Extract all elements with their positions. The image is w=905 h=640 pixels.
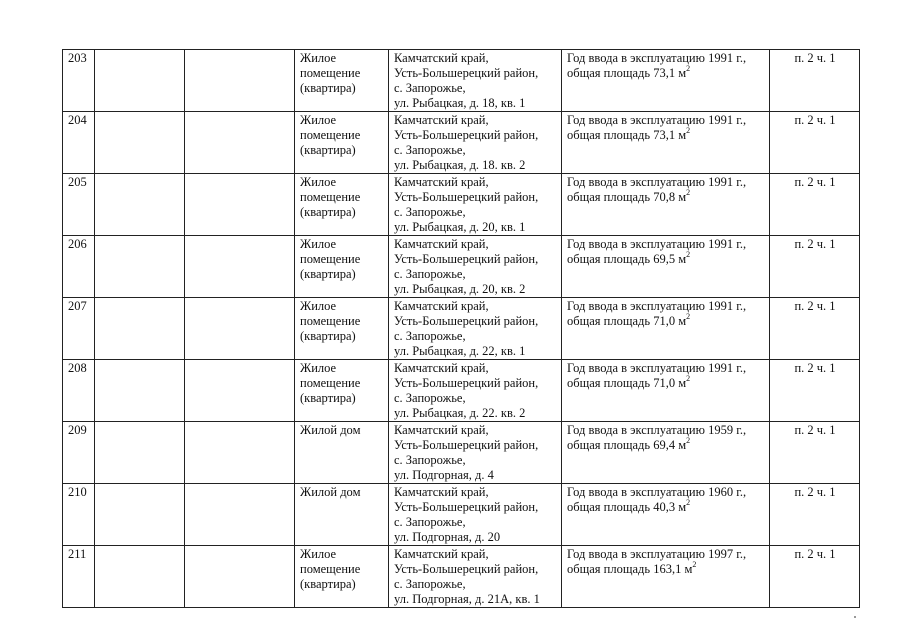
row-number-cell: 203	[63, 50, 95, 112]
legal-basis-cell: п. 2 ч. 1	[770, 422, 860, 484]
table-row	[63, 484, 860, 546]
address-line: ул. Рыбацкая, д. 22, кв. 1	[394, 344, 526, 358]
address-line: Усть-Большерецкий район,	[394, 314, 539, 328]
square-meter-superscript: 2	[686, 373, 691, 383]
object-type-cell	[295, 546, 389, 608]
total-area-line	[567, 63, 765, 81]
square-meter-superscript: 2	[686, 435, 691, 445]
object-type-line: (квартира)	[300, 205, 356, 219]
empty-cell	[185, 174, 295, 236]
total-area-line	[567, 559, 765, 577]
address-line: ул. Рыбацкая, д. 18, кв. 1	[394, 96, 526, 110]
object-type-line: Жилое	[300, 175, 337, 189]
table-row	[63, 298, 860, 360]
commissioning-year-line: Год ввода в эксплуатацию 1991 г.,	[567, 237, 747, 251]
description-cell	[562, 112, 770, 174]
total-area-text: общая площадь 71,0 м	[567, 314, 687, 328]
total-area-text: общая площадь 73,1 м	[567, 66, 687, 80]
address-cell	[389, 50, 562, 112]
square-meter-superscript: 2	[686, 249, 691, 259]
address-line: ул. Рыбацкая, д. 22. кв. 2	[394, 406, 526, 420]
object-type-cell	[295, 50, 389, 112]
address-line: Камчатский край,	[394, 423, 489, 437]
object-type-cell	[295, 236, 389, 298]
object-type-cell	[295, 174, 389, 236]
object-type-cell	[295, 360, 389, 422]
square-meter-superscript: 2	[686, 125, 691, 135]
object-type-cell	[295, 484, 389, 546]
commissioning-year-line: Год ввода в эксплуатацию 1991 г.,	[567, 51, 747, 65]
table-row	[63, 112, 860, 174]
legal-basis-cell: п. 2 ч. 1	[770, 298, 860, 360]
total-area-line	[567, 435, 765, 453]
object-type-line: помещение	[300, 128, 361, 142]
address-line: с. Запорожье,	[394, 329, 466, 343]
legal-basis-cell: п. 2 ч. 1	[770, 360, 860, 422]
empty-cell	[95, 484, 185, 546]
object-type-line: (квартира)	[300, 391, 356, 405]
address-line: с. Запорожье,	[394, 577, 466, 591]
total-area-text: общая площадь 40,3 м	[567, 500, 687, 514]
description-cell	[562, 422, 770, 484]
commissioning-year-line: Год ввода в эксплуатацию 1997 г.,	[567, 547, 747, 561]
object-type-line: (квартира)	[300, 267, 356, 281]
row-number-cell: 207	[63, 298, 95, 360]
empty-cell	[185, 236, 295, 298]
object-type-cell	[295, 298, 389, 360]
row-number-cell: 206	[63, 236, 95, 298]
total-area-line	[567, 125, 765, 143]
commissioning-year-line: Год ввода в эксплуатацию 1991 г.,	[567, 299, 747, 313]
object-type-line: (квартира)	[300, 329, 356, 343]
address-line: Камчатский край,	[394, 237, 489, 251]
table-row	[63, 174, 860, 236]
object-type-line: помещение	[300, 252, 361, 266]
commissioning-year-line: Год ввода в эксплуатацию 1991 г.,	[567, 175, 747, 189]
address-line: ул. Рыбацкая, д. 20, кв. 1	[394, 220, 526, 234]
empty-cell	[185, 298, 295, 360]
total-area-text: общая площадь 70,8 м	[567, 190, 687, 204]
legal-basis-cell: п. 2 ч. 1	[770, 112, 860, 174]
object-type-line: (квартира)	[300, 143, 356, 157]
address-line: с. Запорожье,	[394, 515, 466, 529]
empty-cell	[185, 50, 295, 112]
address-cell	[389, 112, 562, 174]
address-line: Усть-Большерецкий район,	[394, 438, 539, 452]
property-registry-table	[62, 49, 860, 608]
row-number-cell: 205	[63, 174, 95, 236]
address-line: ул. Рыбацкая, д. 18. кв. 2	[394, 158, 526, 172]
legal-basis-cell: п. 2 ч. 1	[770, 236, 860, 298]
total-area-line	[567, 249, 765, 267]
description-cell	[562, 298, 770, 360]
row-number-cell: 204	[63, 112, 95, 174]
row-number-cell: 208	[63, 360, 95, 422]
description-cell	[562, 360, 770, 422]
object-type-line: Жилой дом	[300, 485, 361, 499]
address-cell	[389, 236, 562, 298]
description-cell	[562, 546, 770, 608]
empty-cell	[95, 112, 185, 174]
empty-cell	[185, 546, 295, 608]
object-type-line: Жилое	[300, 51, 337, 65]
object-type-line: Жилое	[300, 547, 337, 561]
address-line: Усть-Большерецкий район,	[394, 190, 539, 204]
address-line: Усть-Большерецкий район,	[394, 562, 539, 576]
address-line: с. Запорожье,	[394, 267, 466, 281]
address-line: ул. Подгорная, д. 21А, кв. 1	[394, 592, 540, 606]
address-line: Камчатский край,	[394, 113, 489, 127]
address-line: Камчатский край,	[394, 485, 489, 499]
table-row	[63, 546, 860, 608]
address-line: с. Запорожье,	[394, 81, 466, 95]
empty-cell	[95, 50, 185, 112]
total-area-line	[567, 497, 765, 515]
empty-cell	[95, 422, 185, 484]
address-line: Камчатский край,	[394, 175, 489, 189]
total-area-text: общая площадь 69,5 м	[567, 252, 687, 266]
address-line: Усть-Большерецкий район,	[394, 128, 539, 142]
address-line: Усть-Большерецкий район,	[394, 252, 539, 266]
total-area-text: общая площадь 71,0 м	[567, 376, 687, 390]
row-number-cell: 210	[63, 484, 95, 546]
table-row	[63, 360, 860, 422]
address-line: с. Запорожье,	[394, 143, 466, 157]
empty-cell	[95, 360, 185, 422]
object-type-line: (квартира)	[300, 81, 356, 95]
address-cell	[389, 422, 562, 484]
address-cell	[389, 484, 562, 546]
object-type-line: Жилое	[300, 361, 337, 375]
total-area-text: общая площадь 69,4 м	[567, 438, 687, 452]
legal-basis-cell: п. 2 ч. 1	[770, 174, 860, 236]
table-row	[63, 422, 860, 484]
total-area-text: общая площадь 163,1 м	[567, 562, 693, 576]
address-line: Камчатский край,	[394, 361, 489, 375]
commissioning-year-line: Год ввода в эксплуатацию 1991 г.,	[567, 361, 747, 375]
address-line: с. Запорожье,	[394, 391, 466, 405]
legal-basis-cell: п. 2 ч. 1	[770, 50, 860, 112]
address-cell	[389, 174, 562, 236]
description-cell	[562, 236, 770, 298]
address-line: с. Запорожье,	[394, 205, 466, 219]
empty-cell	[95, 174, 185, 236]
square-meter-superscript: 2	[692, 559, 697, 569]
description-cell	[562, 50, 770, 112]
object-type-line: (квартира)	[300, 577, 356, 591]
commissioning-year-line: Год ввода в эксплуатацию 1991 г.,	[567, 113, 747, 127]
total-area-line	[567, 311, 765, 329]
empty-cell	[185, 112, 295, 174]
empty-cell	[185, 360, 295, 422]
object-type-line: помещение	[300, 190, 361, 204]
address-line: Камчатский край,	[394, 51, 489, 65]
total-area-text: общая площадь 73,1 м	[567, 128, 687, 142]
table-row	[63, 236, 860, 298]
address-cell	[389, 546, 562, 608]
square-meter-superscript: 2	[686, 497, 691, 507]
address-line: с. Запорожье,	[394, 453, 466, 467]
address-cell	[389, 298, 562, 360]
legal-basis-cell: п. 2 ч. 1	[770, 546, 860, 608]
object-type-cell	[295, 112, 389, 174]
empty-cell	[185, 484, 295, 546]
row-number-cell: 211	[63, 546, 95, 608]
object-type-line: помещение	[300, 376, 361, 390]
empty-cell	[95, 236, 185, 298]
address-line: ул. Рыбацкая, д. 20, кв. 2	[394, 282, 526, 296]
address-line: Усть-Большерецкий район,	[394, 376, 539, 390]
address-line: ул. Подгорная, д. 4	[394, 468, 494, 482]
address-line: Усть-Большерецкий район,	[394, 66, 539, 80]
object-type-line: Жилое	[300, 113, 337, 127]
table-body	[63, 50, 860, 608]
object-type-line: помещение	[300, 314, 361, 328]
empty-cell	[95, 546, 185, 608]
description-cell	[562, 174, 770, 236]
total-area-line	[567, 187, 765, 205]
legal-basis-cell: п. 2 ч. 1	[770, 484, 860, 546]
empty-cell	[95, 298, 185, 360]
commissioning-year-line: Год ввода в эксплуатацию 1959 г.,	[567, 423, 747, 437]
commissioning-year-line: Год ввода в эксплуатацию 1960 г.,	[567, 485, 747, 499]
square-meter-superscript: 2	[686, 311, 691, 321]
empty-cell	[185, 422, 295, 484]
table-row	[63, 50, 860, 112]
square-meter-superscript: 2	[686, 187, 691, 197]
total-area-line	[567, 373, 765, 391]
address-line: Камчатский край,	[394, 547, 489, 561]
object-type-line: помещение	[300, 66, 361, 80]
address-line: Камчатский край,	[394, 299, 489, 313]
object-type-line: Жилое	[300, 299, 337, 313]
object-type-line: помещение	[300, 562, 361, 576]
description-cell	[562, 484, 770, 546]
row-number-cell: 209	[63, 422, 95, 484]
object-type-line: Жилой дом	[300, 423, 361, 437]
object-type-cell	[295, 422, 389, 484]
address-cell	[389, 360, 562, 422]
address-line: Усть-Большерецкий район,	[394, 500, 539, 514]
scan-speck	[854, 616, 856, 618]
object-type-line: Жилое	[300, 237, 337, 251]
address-line: ул. Подгорная, д. 20	[394, 530, 501, 544]
square-meter-superscript: 2	[686, 63, 691, 73]
